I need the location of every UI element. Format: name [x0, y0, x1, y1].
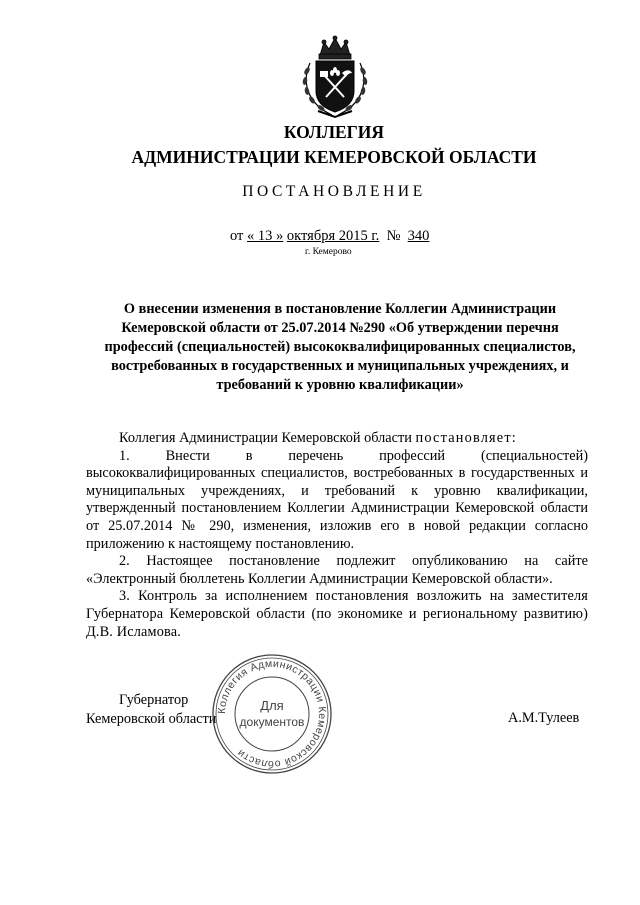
item-3-paragraph: 3. Контроль за исполнением постановления возложить на заместителя Губернатора Кемеровской области (по экономике и региональному развитию) Д.В. Исламова.: [86, 588, 588, 640]
date-prefix: от: [230, 228, 244, 244]
signatory-name: А.М.Тулеев: [508, 710, 580, 726]
coat-of-arms-emblem: [296, 33, 374, 119]
position-line2: Кемеровской области: [86, 711, 217, 727]
document-number: 340: [407, 228, 430, 244]
org-name-line2: АДМИНИСТРАЦИИ КЕМЕРОВСКОЙ ОБЛАСТИ: [131, 147, 537, 167]
date-line: [230, 228, 429, 245]
city-label: г. Кемерово: [305, 247, 352, 257]
document-type: ПОСТАНОВЛЕНИЕ: [242, 183, 426, 200]
item-2-paragraph: 2. Настоящее постановление подлежит опубликованию на сайте «Электронный бюллетень Коллегии Администрации Кемеровской области».: [86, 553, 588, 587]
document-title: О внесении изменения в постановление Коллегии Администрации Кемеровской области от 25.07.2014 №290 «Об утверждении перечня профессий (специальностей) высококвалифицированных специалистов, востребованных в государственных и муниципальных учреждениях, и требований к уровню квалификации»: [104, 301, 576, 393]
intro-decree: постановляет:: [415, 430, 517, 446]
position-line1: Губернатор: [119, 692, 189, 708]
stamp-center-line2: документов: [239, 715, 305, 729]
number-sign: №: [386, 228, 401, 244]
item-1-paragraph: 1. Внести в перечень профессий (специальностей) высококвалифицированных специалистов, востребованных в государственных и муниципальных учреждениях, и требований к уровню квалификации, утвержденный постановлением Коллегии Администрации Кемеровской области от 25.07.2014 № 290, изменения, изложив его в новой редакции согласно приложению к настоящему постановлению.: [86, 447, 588, 552]
intro-paragraph: [86, 430, 588, 448]
document-body: [86, 430, 588, 641]
org-name-line1: КОЛЛЕГИЯ: [283, 122, 385, 142]
signatory-position: [86, 691, 216, 729]
stamp-center-line1: Для: [260, 698, 284, 713]
intro-text: Коллегия Администрации Кемеровской области: [119, 430, 412, 446]
stamp-ring-text: Коллегия Администрации Кемеровской области: [215, 657, 329, 771]
date-month-year: октября 2015 г.: [286, 228, 380, 244]
date-day: « 13 »: [247, 228, 284, 244]
official-stamp: [210, 652, 334, 776]
